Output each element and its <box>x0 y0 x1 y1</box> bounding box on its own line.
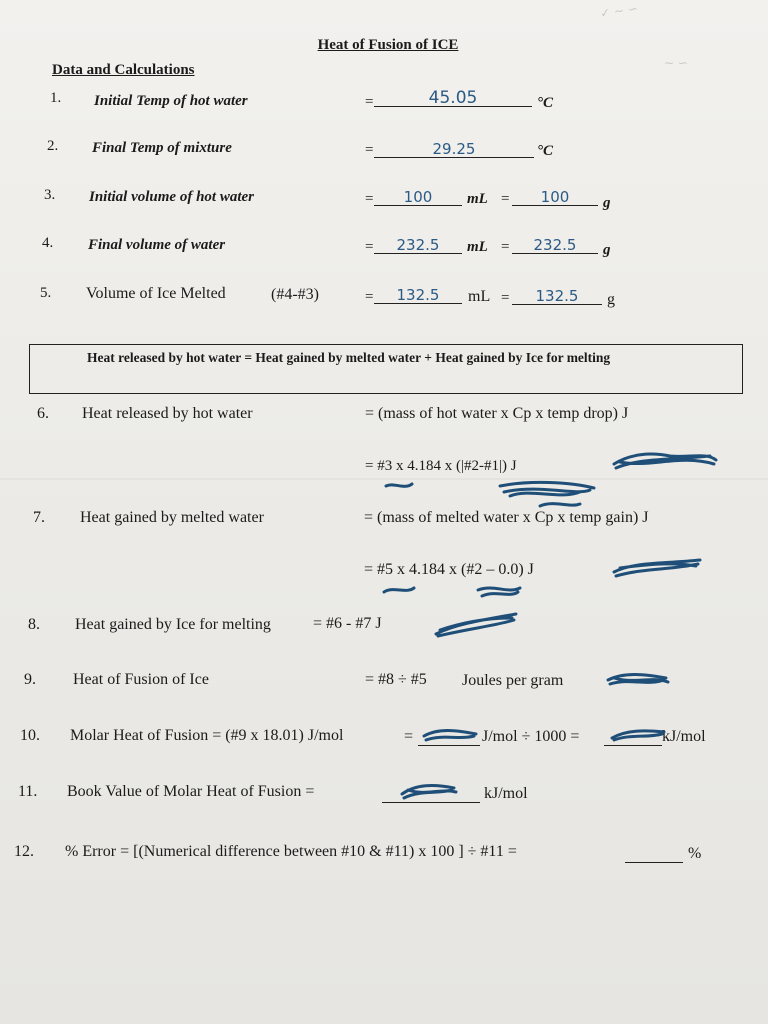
row-3-g-value: 100 <box>512 189 598 206</box>
row-9-unit: Joules per gram <box>462 672 564 689</box>
row-1-value: 45.05 <box>374 90 532 107</box>
row-8-expression: = #6 - #7 J <box>313 615 382 632</box>
row-2-answer-field[interactable] <box>374 141 534 159</box>
row-2-value: 29.25 <box>374 141 534 158</box>
row-2-label: Final Temp of mixture <box>92 140 232 156</box>
row-6-formula: = (mass of hot water x Cp x temp drop) J <box>365 405 629 422</box>
row-1-answer-field[interactable] <box>374 90 532 108</box>
row-4-equals: = <box>365 239 374 255</box>
row-11-label: Book Value of Molar Heat of Fusion = <box>67 783 315 800</box>
row-5-g-field[interactable] <box>512 288 602 306</box>
row-3-ml-field[interactable] <box>374 189 462 207</box>
row-4-ml-field[interactable] <box>374 237 462 255</box>
row-7-expression: = #5 x 4.184 x (#2 – 0.0) J <box>364 561 534 578</box>
bleed-through-mark: ✓ ∼ ∽ <box>599 1 639 21</box>
row-3-equals: = <box>365 191 374 207</box>
row-1-unit: °C <box>537 95 554 111</box>
row-10-unit: kJ/mol <box>662 728 706 745</box>
row-1-label: Initial Temp of hot water <box>94 93 248 109</box>
row-3-ml-value: 100 <box>374 189 462 206</box>
row-3-g-unit: g <box>603 195 611 211</box>
row-3-g-field[interactable] <box>512 189 598 207</box>
row-5-equals: = <box>365 289 374 305</box>
row-9-number: 9. <box>24 671 36 688</box>
row-5-ml-value: 132.5 <box>374 287 462 304</box>
row-4-ml-value: 232.5 <box>374 237 462 254</box>
row-2-number: 2. <box>47 138 59 154</box>
row-12-field[interactable] <box>625 845 683 863</box>
row-12-number: 12. <box>14 843 34 860</box>
row-5-g-value: 132.5 <box>512 288 602 305</box>
row-5-reference: (#4-#3) <box>271 286 319 303</box>
scribble-row-11 <box>398 778 460 802</box>
row-4-equals-2: = <box>501 239 510 255</box>
row-5-number: 5. <box>40 285 52 301</box>
row-4-g-field[interactable] <box>512 237 598 255</box>
row-5-ml-unit: mL <box>468 288 491 305</box>
row-9-label: Heat of Fusion of Ice <box>73 671 209 688</box>
row-11-number: 11. <box>18 783 38 800</box>
scribble-row-10-kjmol <box>608 724 668 744</box>
row-2-equals: = <box>365 142 374 158</box>
row-10-middle: J/mol ÷ 1000 = <box>482 728 580 745</box>
section-heading: Data and Calculations <box>52 62 195 78</box>
row-4-ml-unit: mL <box>467 239 488 255</box>
row-4-g-unit: g <box>603 242 611 258</box>
row-3-ml-unit: mL <box>467 191 488 207</box>
row-1-equals: = <box>365 94 374 110</box>
row-10-number: 10. <box>20 727 40 744</box>
row-2-unit: °C <box>537 143 554 159</box>
scribble-row-9 <box>604 668 674 690</box>
row-5-ml-field[interactable] <box>374 287 462 305</box>
row-6-expression: = #3 x 4.184 x (|#2-#1|) J <box>365 458 517 474</box>
row-4-label: Final volume of water <box>88 237 226 253</box>
scribble-row-7-work <box>378 580 528 604</box>
scribble-row-8 <box>432 610 522 640</box>
row-6-number: 6. <box>37 405 49 422</box>
row-3-label: Initial volume of hot water <box>89 189 255 205</box>
row-3-number: 3. <box>44 187 56 203</box>
row-4-g-value: 232.5 <box>512 237 598 254</box>
row-10-label: Molar Heat of Fusion = (#9 x 18.01) J/mol <box>70 727 344 744</box>
scribble-row-7 <box>610 554 705 580</box>
scribble-row-6 <box>610 446 720 476</box>
scribble-row-10-jmol <box>420 724 480 744</box>
row-10-equals: = <box>404 728 414 745</box>
row-7-formula: = (mass of melted water x Cp x temp gain) J <box>364 509 649 526</box>
row-7-number: 7. <box>33 509 45 526</box>
row-5-equals-2: = <box>501 290 510 306</box>
row-5-g-unit: g <box>607 291 615 308</box>
row-7-label: Heat gained by melted water <box>80 509 264 526</box>
bleed-through-mark: ∼ ∽ <box>664 56 688 70</box>
scribble-row-6-work <box>380 478 610 514</box>
row-1-number: 1. <box>50 90 62 106</box>
row-9-expression: = #8 ÷ #5 <box>365 671 427 688</box>
row-12-unit: % <box>688 845 702 862</box>
row-3-equals-2: = <box>501 191 510 207</box>
row-5-label: Volume of Ice Melted <box>86 285 226 302</box>
row-11-unit: kJ/mol <box>484 785 528 802</box>
page-title: Heat of Fusion of ICE <box>317 37 459 53</box>
equation-box-text: Heat released by hot water = Heat gained by melted water + Heat gained by Ice for melting <box>87 350 611 365</box>
row-12-label: % Error = [(Numerical difference between #10 & #11) x 100 ] ÷ #11 = <box>65 843 517 860</box>
row-8-label: Heat gained by Ice for melting <box>75 616 271 633</box>
row-6-label: Heat released by hot water <box>82 405 253 422</box>
row-8-number: 8. <box>28 616 40 633</box>
row-4-number: 4. <box>42 235 54 251</box>
